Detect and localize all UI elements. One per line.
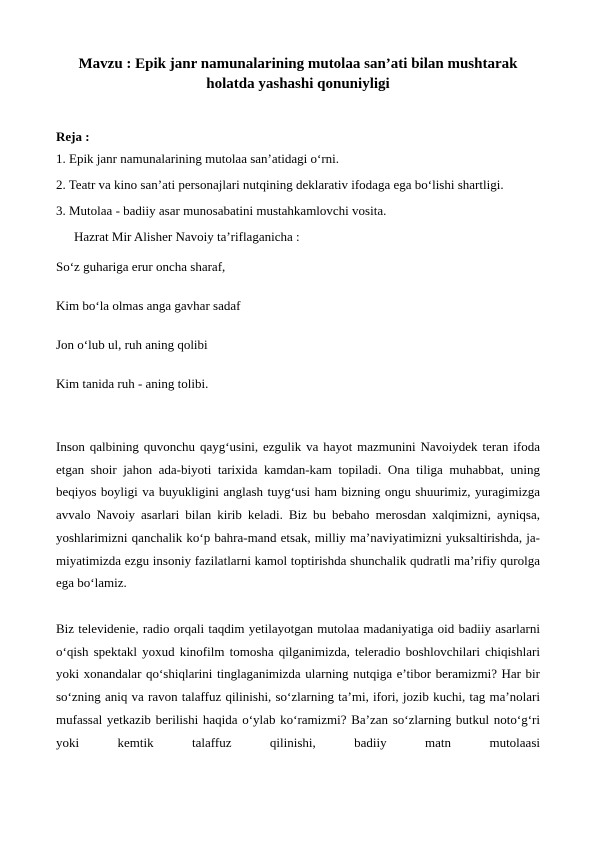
plan-item-1: 1. Epik janr namunalarining mutolaa san’atidagi o‘rni.: [56, 151, 340, 166]
document-title-line-2: holatda yashashi qonuniyligi: [206, 76, 390, 92]
plan-heading: Reja :: [56, 129, 90, 144]
quote-intro: Hazrat Mir Alisher Navoiy ta’riflaganicha :: [74, 229, 300, 244]
plan-item-2: 2. Teatr va kino san’ati personajlari nutqining deklarativ ifodaga ega bo‘lishi shartligi.: [56, 177, 504, 192]
verse-line-1: So‘z guhariga erur oncha sharaf,: [56, 259, 226, 274]
plan-item-3: 3. Mutolaa - badiiy asar munosabatini mustahkamlovchi vosita.: [56, 203, 387, 218]
body-paragraph-2: Biz televidenie, radio orqali taqdim yetilayotgan mutolaa madaniyatiga oid badiiy asarlarni o‘qish spektakl yoxud kinofilm tomosha qilganimizda, teleradio boshlovchilari chiqishlari yoki xonandalar qo‘shiqlarini tinglaganimizda ularning nutqiga e’tibor beramizmi? Har bir so‘zning aniq va ravon talaffuz qilinishi, so‘zlarning ta’mi, ifori, jozib kuchi, tag ma’nolari mufassal yetkazib berilishi haqida o‘ylab ko‘ramizmi? Ba’zan so‘zlarning butkul noto‘g‘ri yoki kemtik talaffuz qilinishi, badiiy matn mutolaasi: [56, 621, 540, 750]
body-paragraph-1: Inson qalbining quvonchu qayg‘usini, ezgulik va hayot mazmunini Navoiydek teran ifoda etgan shoir jahon ada-biyoti tarixida kamdan-kam topiladi. Ona tiliga muhabbat, uning beqiyos boyligi va buyukligini anglash tuyg‘usi ham bizning ongu shuurimiz, yuragimizga avvalo Navoiy asarlari bilan kirib keladi. Biz bu bebaho merosdan xalqimizni, ayniqsa, yoshlarimizni qanchalik ko‘p bahra-mand etsak, milliy ma’naviyatimizni yuksaltirishda, ja-miyatimizda ezgu insoniy fazilatlarni kamol toptirishda shunchalik qudratli ma’rifiy qurolga ega bo‘lamiz.: [56, 439, 540, 591]
document-title-line-1: Mavzu : Epik janr namunalarining mutolaa san’ati bilan mushtarak: [78, 56, 518, 72]
verse-line-2: Kim bo‘la olmas anga gavhar sadaf: [56, 298, 241, 313]
verse-line-3: Jon o‘lub ul, ruh aning qolibi: [56, 337, 208, 352]
verse-line-4: Kim tanida ruh - aning tolibi.: [56, 376, 209, 391]
